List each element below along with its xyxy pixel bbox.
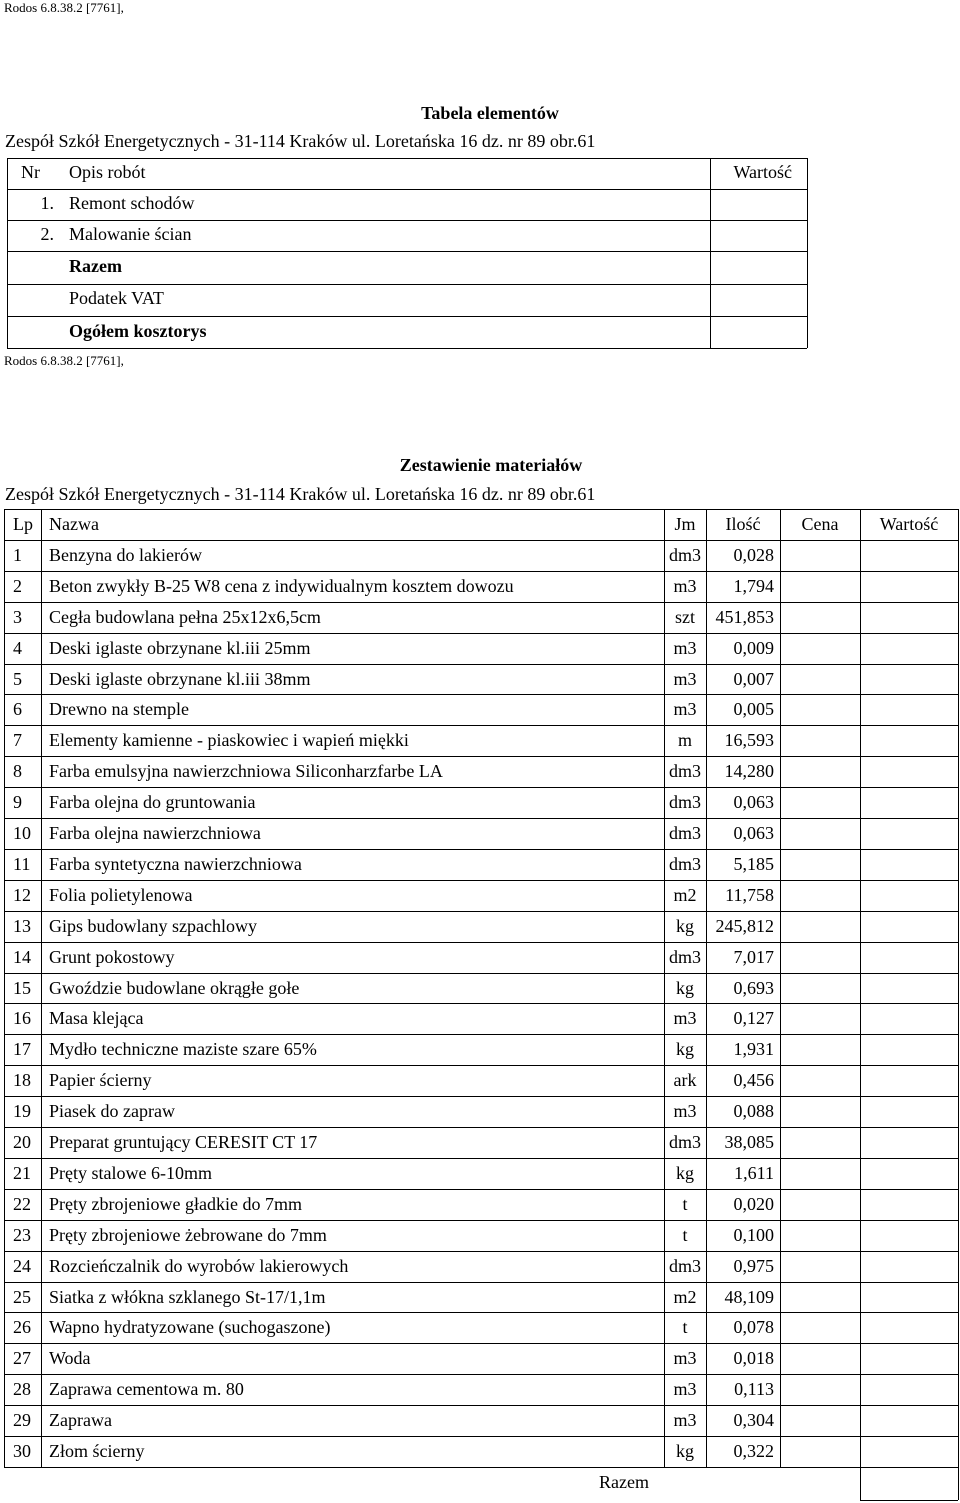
row-quantity: 16,593 — [724, 730, 774, 750]
materials-subtitle: Zespół Szkół Energetycznych - 31-114 Kraków ul. Loretańska 16 dz. nr 89 obr.61 — [5, 484, 596, 504]
row-unit: dm3 — [668, 823, 701, 843]
table-rule — [4, 1065, 958, 1066]
row-quantity: 0,063 — [733, 792, 774, 812]
table-rule — [860, 509, 861, 1467]
row-quantity: 11,758 — [725, 885, 774, 905]
table-rule — [4, 849, 958, 850]
row-unit: m3 — [673, 1101, 697, 1121]
table-rule — [4, 1251, 958, 1252]
row-lp: 14 — [13, 947, 31, 967]
row-quantity: 0,456 — [733, 1070, 774, 1090]
row-unit: m3 — [673, 1410, 697, 1430]
row-lp: 5 — [13, 669, 22, 689]
row-name: Złom ścierny — [49, 1441, 145, 1461]
row-lp: 19 — [13, 1101, 31, 1121]
column-header-ilosc: Ilość — [725, 514, 761, 534]
row-name: Woda — [49, 1348, 91, 1368]
row-lp: 20 — [13, 1132, 31, 1152]
row-lp: 21 — [13, 1163, 31, 1183]
row-description: Remont schodów — [69, 193, 195, 213]
row-name: Deski iglaste obrzynane kl.iii 25mm — [49, 638, 311, 658]
table-rule — [4, 1189, 958, 1190]
row-lp: 2 — [13, 576, 22, 596]
materials-razem-label: Razem — [599, 1472, 649, 1492]
row-unit: t — [682, 1317, 688, 1337]
row-quantity: 0,113 — [734, 1379, 774, 1399]
elements-title: Tabela elementów — [421, 103, 559, 123]
row-name: Pręty stalowe 6-10mm — [49, 1163, 212, 1183]
column-header-lp: Lp — [13, 514, 33, 534]
ogolem-label: Ogółem kosztorys — [69, 321, 207, 341]
column-header-opis: Opis robót — [69, 162, 146, 182]
row-unit: t — [682, 1225, 688, 1245]
table-rule — [7, 316, 807, 317]
table-rule — [4, 1034, 958, 1035]
row-unit: dm3 — [668, 947, 701, 967]
row-lp: 15 — [13, 978, 31, 998]
row-lp: 17 — [13, 1039, 31, 1059]
table-rule — [4, 1220, 958, 1221]
row-quantity: 14,280 — [724, 761, 774, 781]
table-rule — [7, 348, 807, 349]
row-quantity: 0,020 — [733, 1194, 774, 1214]
row-name: Drewno na stemple — [49, 699, 189, 719]
column-header-nr: Nr — [21, 162, 40, 182]
row-quantity: 245,812 — [715, 916, 774, 936]
row-lp: 8 — [13, 761, 22, 781]
row-unit: t — [682, 1194, 688, 1214]
elements-subtitle: Zespół Szkół Energetycznych - 31-114 Kraków ul. Loretańska 16 dz. nr 89 obr.61 — [5, 131, 596, 151]
row-unit: kg — [676, 1039, 694, 1059]
table-rule — [4, 1158, 958, 1159]
row-unit: m3 — [673, 669, 697, 689]
table-rule — [4, 973, 958, 974]
row-name: Gwoździe budowlane okrągłe gołe — [49, 978, 300, 998]
table-rule — [4, 1405, 958, 1406]
row-unit: szt — [675, 607, 695, 627]
row-unit: dm3 — [668, 761, 701, 781]
table-rule — [4, 1312, 958, 1313]
program-header: Rodos 6.8.38.2 [7761], — [4, 0, 124, 15]
column-header-wartosc: Wartość — [879, 514, 939, 534]
row-name: Grunt pokostowy — [49, 947, 175, 967]
row-name: Rozcieńczalnik do wyrobów lakierowych — [49, 1256, 349, 1276]
row-quantity: 0,127 — [733, 1008, 774, 1028]
row-name: Wapno hydratyzowane (suchogaszone) — [49, 1317, 331, 1337]
table-rule — [7, 251, 807, 252]
row-name: Zaprawa — [49, 1410, 112, 1430]
row-name: Preparat gruntujący CERESIT CT 17 — [49, 1132, 318, 1152]
row-name: Cegła budowlana pełna 25x12x6,5cm — [49, 607, 321, 627]
row-lp: 29 — [13, 1410, 31, 1430]
row-lp: 3 — [13, 607, 22, 627]
row-unit: dm3 — [668, 1132, 701, 1152]
table-rule — [860, 1467, 861, 1500]
row-name: Farba olejna do gruntowania — [49, 792, 256, 812]
materials-title: Zestawienie materiałów — [399, 455, 583, 475]
row-unit: dm3 — [668, 1256, 701, 1276]
row-lp: 28 — [13, 1379, 31, 1399]
row-quantity: 451,853 — [715, 607, 774, 627]
row-quantity: 0,078 — [733, 1317, 774, 1337]
table-rule — [7, 220, 807, 221]
column-header-cena: Cena — [801, 514, 839, 534]
row-unit: m3 — [673, 576, 697, 596]
row-quantity: 0,088 — [733, 1101, 774, 1121]
row-lp: 7 — [13, 730, 22, 750]
row-lp: 25 — [13, 1287, 31, 1307]
row-lp: 6 — [13, 699, 22, 719]
row-name: Pręty zbrojeniowe gładkie do 7mm — [49, 1194, 302, 1214]
row-lp: 12 — [13, 885, 31, 905]
row-name: Farba olejna nawierzchniowa — [49, 823, 261, 843]
row-quantity: 0,028 — [733, 545, 774, 565]
row-quantity: 0,007 — [733, 669, 774, 689]
column-header-wartosc: Wartość — [733, 162, 792, 182]
row-name: Beton zwykły B-25 W8 cena z indywidualnym kosztem dowozu — [49, 576, 514, 596]
row-quantity: 0,018 — [733, 1348, 774, 1368]
column-header-nazwa: Nazwa — [49, 514, 99, 534]
table-rule — [4, 694, 958, 695]
row-unit: m2 — [673, 1287, 697, 1307]
row-unit: kg — [676, 978, 694, 998]
row-quantity: 0,063 — [733, 823, 774, 843]
row-name: Papier ścierny — [49, 1070, 152, 1090]
table-rule — [4, 1127, 958, 1128]
row-unit: kg — [676, 1441, 694, 1461]
row-lp: 9 — [13, 792, 22, 812]
row-quantity: 7,017 — [733, 947, 774, 967]
row-lp: 10 — [13, 823, 31, 843]
table-rule — [807, 158, 808, 348]
table-rule — [4, 1282, 958, 1283]
row-quantity: 0,005 — [733, 699, 774, 719]
table-rule — [4, 1436, 958, 1437]
table-rule — [860, 1500, 958, 1501]
row-unit: m3 — [673, 1008, 697, 1028]
row-quantity: 1,931 — [733, 1039, 774, 1059]
table-rule — [41, 509, 42, 1467]
table-rule — [4, 725, 958, 726]
table-rule — [958, 1467, 959, 1500]
row-unit: kg — [676, 916, 694, 936]
row-lp: 30 — [13, 1441, 31, 1461]
row-name: Farba syntetyczna nawierzchniowa — [49, 854, 302, 874]
row-quantity: 0,693 — [733, 978, 774, 998]
row-name: Elementy kamienne - piaskowiec i wapień miękki — [49, 730, 409, 750]
row-lp: 23 — [13, 1225, 31, 1245]
row-name: Siatka z włókna szklanego St-17/1,1m — [49, 1287, 326, 1307]
table-rule — [7, 158, 807, 159]
row-name: Pręty zbrojeniowe żebrowane do 7mm — [49, 1225, 327, 1245]
row-number: 2. — [40, 224, 54, 244]
row-name: Piasek do zapraw — [49, 1101, 175, 1121]
table-rule — [4, 571, 958, 572]
vat-label: Podatek VAT — [69, 288, 164, 308]
row-description: Malowanie ścian — [69, 224, 192, 244]
table-rule — [4, 942, 958, 943]
row-name: Mydło techniczne maziste szare 65% — [49, 1039, 317, 1059]
program-footer: Rodos 6.8.38.2 [7761], — [4, 353, 124, 368]
row-name: Masa klejąca — [49, 1008, 144, 1028]
row-name: Farba emulsyjna nawierzchniowa Siliconharzfarbe LA — [49, 761, 443, 781]
row-unit: m3 — [673, 699, 697, 719]
row-lp: 11 — [13, 854, 31, 874]
row-name: Benzyna do lakierów — [49, 545, 202, 565]
row-unit: m3 — [673, 638, 697, 658]
row-unit: m — [677, 730, 692, 750]
table-rule — [4, 1467, 958, 1468]
row-quantity: 0,009 — [733, 638, 774, 658]
row-unit: dm3 — [668, 854, 701, 874]
row-unit: m2 — [673, 885, 697, 905]
row-unit: m3 — [673, 1379, 697, 1399]
row-quantity: 1,794 — [733, 576, 774, 596]
row-quantity: 1,611 — [734, 1163, 774, 1183]
table-rule — [4, 1003, 958, 1004]
table-rule — [7, 158, 8, 348]
row-name: Deski iglaste obrzynane kl.iii 38mm — [49, 669, 311, 689]
row-number: 1. — [40, 193, 54, 213]
table-rule — [4, 602, 958, 603]
row-lp: 27 — [13, 1348, 31, 1368]
row-unit: kg — [676, 1163, 694, 1183]
table-rule — [4, 880, 958, 881]
row-quantity: 0,322 — [733, 1441, 774, 1461]
table-rule — [4, 756, 958, 757]
row-quantity: 0,975 — [733, 1256, 774, 1276]
table-rule — [4, 1343, 958, 1344]
row-lp: 22 — [13, 1194, 31, 1214]
row-lp: 24 — [13, 1256, 31, 1276]
table-rule — [4, 1096, 958, 1097]
row-lp: 16 — [13, 1008, 31, 1028]
row-unit: ark — [673, 1070, 697, 1090]
row-lp: 18 — [13, 1070, 31, 1090]
table-rule — [4, 911, 958, 912]
row-quantity: 0,304 — [733, 1410, 774, 1430]
row-unit: dm3 — [668, 545, 701, 565]
row-lp: 1 — [13, 545, 22, 565]
row-quantity: 48,109 — [724, 1287, 774, 1307]
table-rule — [7, 284, 807, 285]
row-name: Zaprawa cementowa m. 80 — [49, 1379, 244, 1399]
row-quantity: 0,100 — [733, 1225, 774, 1245]
table-rule — [4, 787, 958, 788]
table-rule — [710, 158, 711, 348]
row-lp: 13 — [13, 916, 31, 936]
razem-label: Razem — [69, 256, 122, 276]
column-header-jm: Jm — [674, 514, 696, 534]
table-rule — [7, 189, 807, 190]
row-name: Folia polietylenowa — [49, 885, 193, 905]
table-rule — [958, 509, 959, 1467]
row-quantity: 5,185 — [733, 854, 774, 874]
table-rule — [780, 509, 781, 1467]
table-rule — [4, 509, 5, 1467]
table-rule — [4, 818, 958, 819]
table-rule — [4, 509, 958, 510]
row-lp: 26 — [13, 1317, 31, 1337]
row-name: Gips budowlany szpachlowy — [49, 916, 257, 936]
table-rule — [4, 540, 958, 541]
table-rule — [4, 664, 958, 665]
table-rule — [4, 1374, 958, 1375]
row-unit: dm3 — [668, 792, 701, 812]
row-unit: m3 — [673, 1348, 697, 1368]
row-quantity: 38,085 — [724, 1132, 774, 1152]
table-rule — [4, 633, 958, 634]
row-lp: 4 — [13, 638, 22, 658]
